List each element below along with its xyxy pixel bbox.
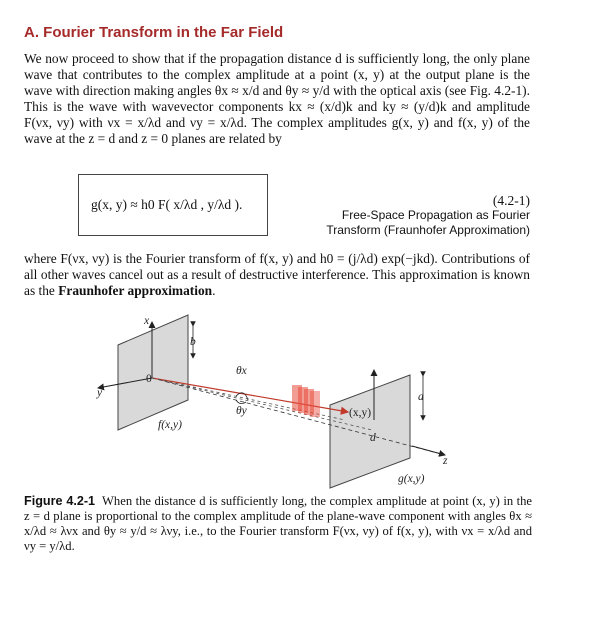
z-axis-arrow <box>412 446 445 455</box>
label-theta-x: θx <box>236 365 247 377</box>
figure-caption <box>24 494 532 554</box>
label-a: a <box>418 391 424 403</box>
equation-name-line-1: Free-Space Propagation as Fourier <box>341 208 530 222</box>
equation-name-line-2: Transform (Fraunhofer Approximation) <box>326 223 530 237</box>
label-f: f(x,y) <box>158 419 182 431</box>
label-x: x <box>144 315 150 327</box>
paragraph-2-end: . <box>212 283 216 298</box>
equation-name <box>300 208 530 238</box>
section-heading: A. Fourier Transform in the Far Field <box>24 24 284 41</box>
equation-box <box>78 174 268 236</box>
paragraph-2-text: where F(νx, νy) is the Fourier transform of f(x, y) and h0 = (j/λd) exp(−jkd). Contributions of all other waves cancel out as a result of destructive interference. This approximation is known as the <box>24 251 530 298</box>
equation-number: (4.2-1) <box>492 193 530 208</box>
label-d: d <box>370 432 376 444</box>
plane-wave-packet <box>292 385 320 417</box>
label-theta-y: θy <box>236 405 247 417</box>
body-paragraph-1: We now proceed to show that if the propagation distance d is sufficiently long, the only plane wave that contributes to the complex amplitude at a point (x, y) at the output plane is the wave with direction making angles θx ≈ x/d and θy ≈ y/d with the optical axis (see Fig. 4.2-1). This is the wave with wavevector components kx ≈ (x/d)k and ky ≈ (y/d)k and amplitude F(νx, νy) with νx = x/λd and νy = x/λd. The complex amplitudes g(x, y) and f(x, y) of the wave at the z = d and z = 0 planes are related by <box>24 51 530 146</box>
label-y: y <box>97 387 103 399</box>
body-paragraph-2 <box>24 251 530 299</box>
fraunhofer-term: Fraunhofer approximation <box>58 283 213 298</box>
caption-label: Figure 4.2-1 <box>24 494 96 508</box>
label-z: z <box>443 455 448 467</box>
label-point: (x,y) <box>349 407 372 419</box>
caption-text: When the distance d is sufficiently long, the complex amplitude at point (x, y) in the z = d plane is proportional to the complex amplitude of the plane-wave component with angles θx ≈ x/λd ≈ λνx and θy ≈ y/d ≈ λνy, i.e., to the Fourier transform F(νx, νy) of f(x, y), with νx = x/λd and νy = y/λd. <box>24 494 533 553</box>
label-g: g(x,y) <box>398 473 425 485</box>
figure-4-2-1 <box>0 300 596 490</box>
label-origin: 0 <box>146 373 152 385</box>
input-plane <box>118 315 188 430</box>
equation-formula: g(x, y) ≈ h0 F( x/λd , y/λd ). <box>91 197 243 212</box>
label-b: b <box>190 336 196 348</box>
